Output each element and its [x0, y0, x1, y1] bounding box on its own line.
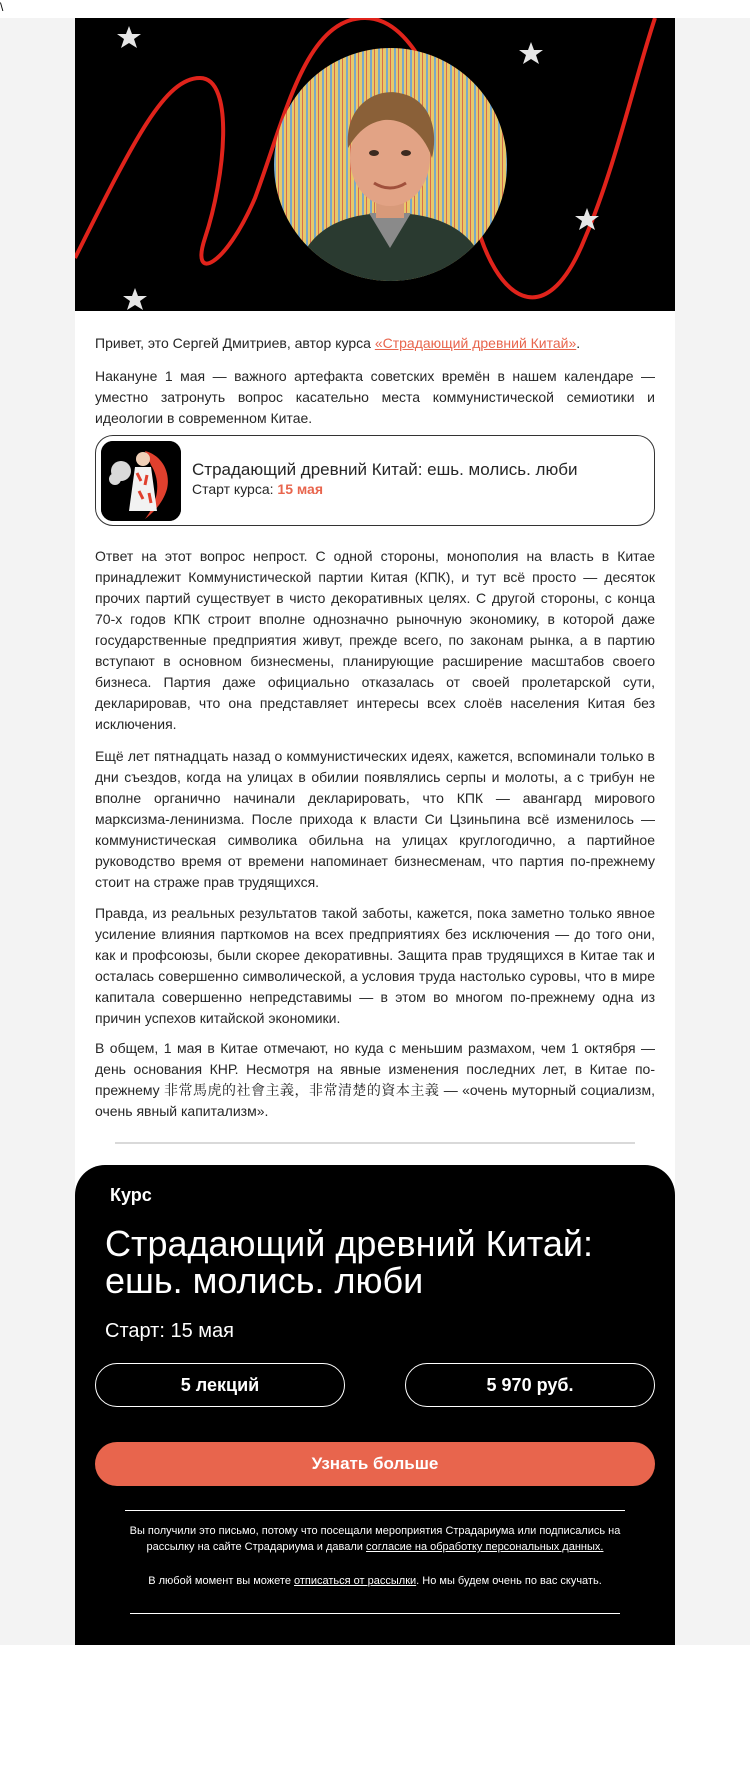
hero-banner	[75, 18, 675, 311]
start-label: Старт курса:	[192, 481, 278, 497]
price-pill: 5 970 руб.	[405, 1363, 655, 1407]
consent-link[interactable]: согласие на обработку персональных данных.	[366, 1541, 604, 1553]
course-promo-block	[75, 1165, 675, 1645]
start-date: 15 мая	[277, 481, 324, 497]
article-paragraph-2: Ещё лет пятнадцать назад о коммунистических идеях, кажется, вспоминали только в дни съездов, когда на улицах в обилии появлялись серпы и молоты, а с трибун не вполне органично начинали декларировать, что КПК — авангард мирового марксизма-ленинизма. После прихода к власти Си Цзиньпина всё изменилось — коммунистическая символика обильна на улицах круглогодично, а партийное руководство время от времени напоминает бизнесменам, что партия по-прежнему стоит на страже прав трудящихся.	[95, 748, 655, 890]
course-card[interactable]	[95, 435, 655, 526]
stray-character: \	[0, 0, 4, 14]
star-icon	[123, 288, 147, 310]
subscription-note	[125, 1523, 625, 1555]
greeting-prefix: Привет, это Сергей Дмитриев, автор курса	[95, 335, 375, 351]
learn-more-button[interactable]: Узнать больше	[95, 1442, 655, 1486]
course-link[interactable]: «Страдающий древний Китай»	[374, 335, 577, 351]
lectures-count-pill: 5 лекций	[95, 1363, 345, 1407]
author-photo	[274, 48, 507, 281]
footer-rule-bottom	[130, 1613, 620, 1614]
promo-label: Курс	[110, 1185, 152, 1205]
article-paragraph-4: В общем, 1 мая в Китае отмечают, но куда с меньшим размахом, чем 1 октября — день основания КНР. Несмотря на явные изменения последних лет, в Китае по-прежнему 非常馬虎的社會主義，非常清楚的資本主義 — «очень муторный социализм, очень явный капитализм».	[95, 1040, 655, 1119]
email-body	[75, 18, 675, 1645]
star-icon	[519, 42, 543, 64]
course-cover-image	[101, 441, 181, 521]
subscription-note-text: Вы получили это письмо, потому что посещали мероприятия Страдариума или подписались на рассылку на сайте Страдариума и давали	[129, 1525, 621, 1553]
greeting-suffix: .	[576, 335, 581, 351]
unsubscribe-link[interactable]: отписаться от рассылки	[294, 1575, 417, 1587]
promo-title: Страдающий древний Китай: ешь. молись. люби	[105, 1223, 593, 1301]
course-card-title: Страдающий древний Китай: ешь. молись. люби	[192, 460, 578, 479]
article-paragraph-1: Ответ на этот вопрос непрост. С одной стороны, монополия на власть в Китае принадлежит Коммунистической партии Китая (КПК), и тут всё просто — десяток прочих партий существует в чисто декоративных целях. С другой стороны, с конца 70-х годов КПК строит вполне однозначно рыночную экономику, в которой даже государственные предприятия живут, прежде всего, по законам рынка, а в партию вступают в основном бизнесмены, планирующие расширение масштабов своего бизнеса. Партия даже официально отказалась от своей пролетарской сути, декларировав, что она представляет интересы всех слоёв населения Китая без исключения.	[95, 548, 655, 732]
footer-rule-top	[125, 1510, 625, 1511]
greeting-paragraph	[95, 333, 655, 354]
section-divider	[115, 1142, 635, 1144]
course-card-start	[192, 481, 323, 497]
unsubscribe-suffix: . Но мы будем очень по вас скучать.	[416, 1575, 602, 1587]
article-paragraph-3: Правда, из реальных результатов такой заботы, кажется, пока заметно только явное усиление влияния парткомов на всех предприятиях без исключения — до того они, как и профсоюзы, были скорее декоративны. Защита прав трудящихся в Китае так и осталась совершенно символической, а условия труда настолько суровы, что в мире капитала совершенно непредставимы — в этом во многом по-прежнему одна из причин успехов китайской экономики.	[95, 905, 655, 1026]
unsubscribe-prefix: В любой момент вы можете	[148, 1575, 294, 1587]
promo-start-date: Старт: 15 мая	[105, 1320, 234, 1342]
unsubscribe-note	[125, 1573, 625, 1589]
star-icon	[117, 26, 141, 48]
intro-paragraph: Накануне 1 мая — важного артефакта советских времён в нашем календаре — уместно затронуть вопрос касательно места коммунистической семиотики и идеологии в современном Китае.	[95, 368, 655, 426]
